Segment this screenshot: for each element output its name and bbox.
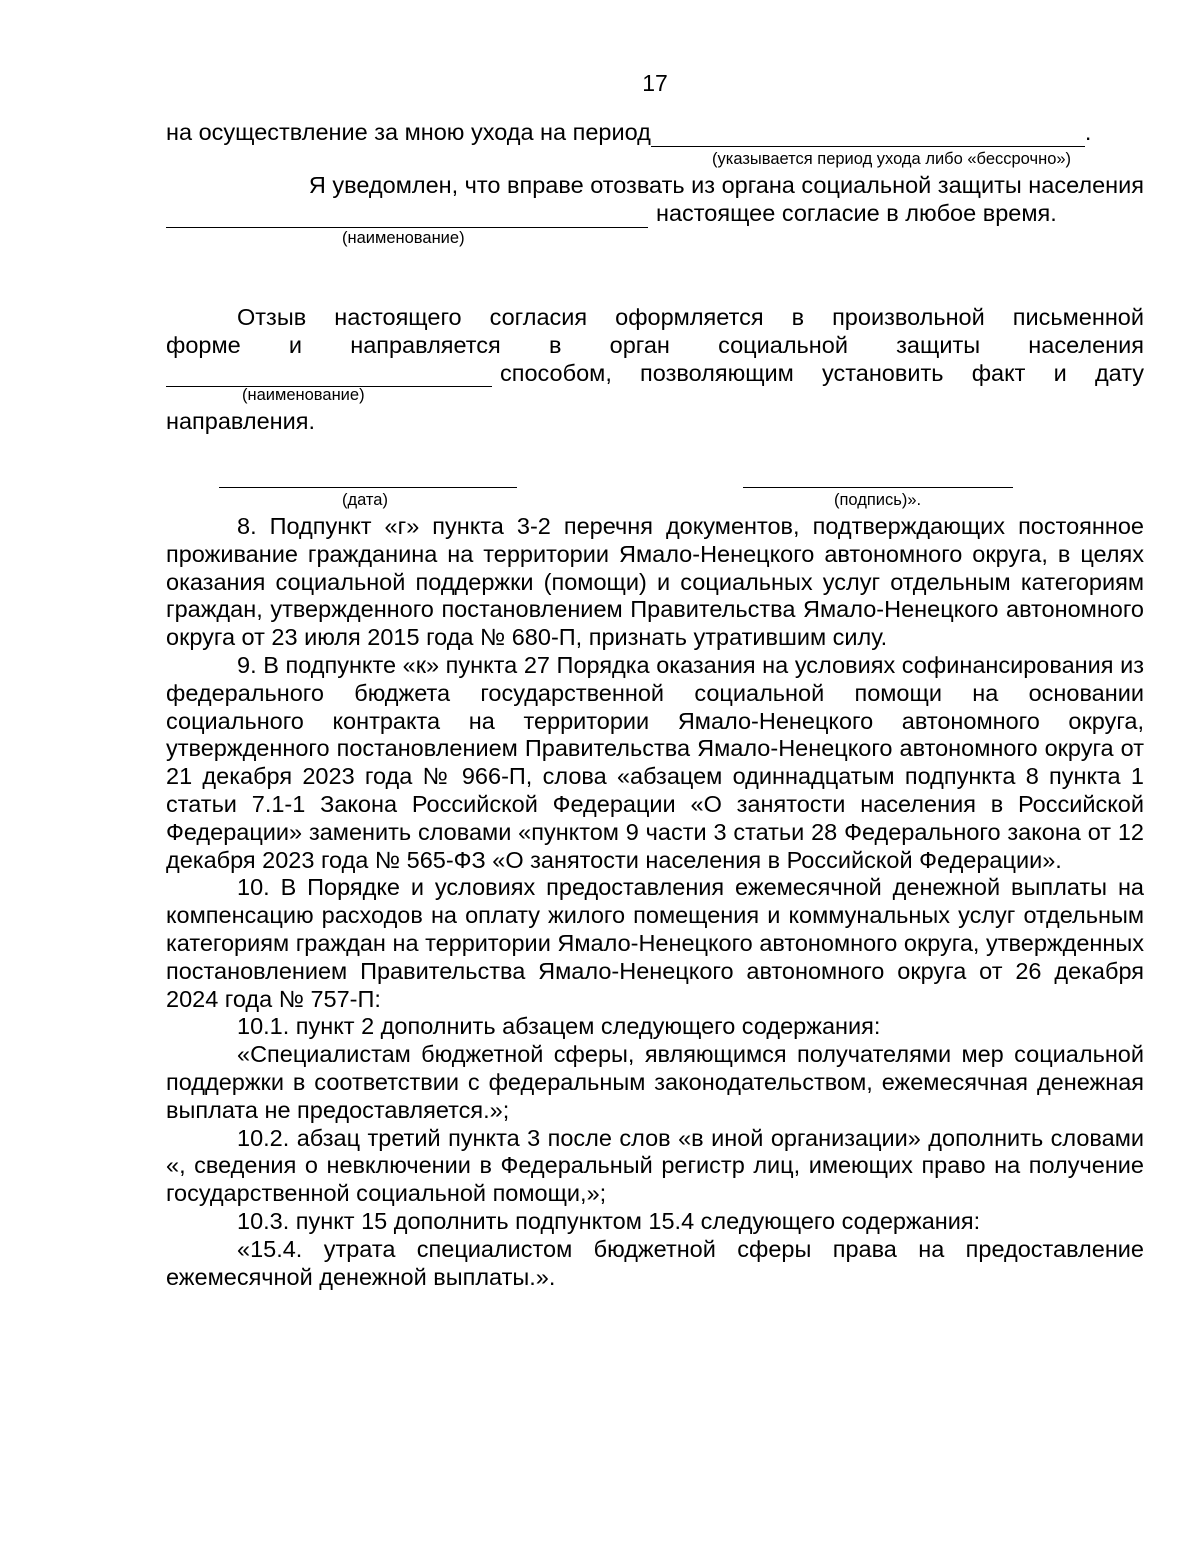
care-period-caption: (указывается период ухода либо «бессрочно») [712,150,1072,168]
paragraph-8: 8. Подпункт «г» пункта 3-2 перечня документов, подтверждающих постоянное проживание гражданина на территории Ямало-Ненецкого автономного округа, в целях оказания социальной поддержки (помощи) и социальных услуг отдельным категориям граждан, утвержденного постановлением Правительства Ямало-Ненецкого автономного округа от 23 июля 2015 года № 680-П, признать утратившим силу. [166,513,1144,651]
revoke-paragraph [166,304,1144,387]
paragraph-10-2: 10.2. абзац третий пункта 3 после слов «в иной организации» дополнить словами «, сведения о невключении в Федеральный регистр лиц, имеющих право на получение государственной социальной помощи,»; [166,1124,1144,1207]
notified-line: Я уведомлен, что вправе отозвать из органа социальной защиты населения [308,172,1144,198]
signature-blank[interactable] [743,467,1013,488]
date-blank[interactable] [219,467,517,488]
care-period-blank[interactable] [651,124,1085,147]
revoke-line-1: Отзыв настоящего согласия оформляется в произвольной письменной [237,304,1144,330]
care-period-text: на осуществление за мною ухода на период [166,119,651,145]
revoke-line-3: способом, позволяющим установить факт и дату [500,359,1144,386]
paragraph-10: 10. В Порядке и условиях предоставления ежемесячной денежной выплаты на компенсацию расходов на оплату жилого помещения и коммунальных услуг отдельным категориям граждан на территории Ямало-Ненецкого автономного округа, утвержденных постановлением Правительства Ямало-Ненецкого автономного округа от 26 декабря 2024 года № 757-П: [166,874,1144,1012]
authority-name-blank[interactable] [166,205,648,228]
revoke-line-4: направления. [166,408,315,434]
revoke-line-3-row [166,360,1144,388]
authority-name-caption: (наименование) [342,229,465,247]
amendments-body [166,513,1144,1291]
date-caption: (дата) [342,491,388,509]
care-period-suffix: . [1084,119,1092,145]
paragraph-10-1-quote: «Специалистам бюджетной сферы, являющимся получателями мер социальной поддержки в соответствии с федеральным законодательством, ежемесячная денежная выплата не предоставляется.»; [166,1041,1144,1123]
paragraph-9: 9. В подпункте «к» пункта 27 Порядка оказания на условиях софинансирования из федерального бюджета государственной социальной помощи на основании социального контракта на территории Ямало-Ненецкого автономного округа, утвержденного постановлением Правительства Ямало-Ненецкого автономного округа от 21 декабря 2023 года № 966-П, слова «абзацем одиннадцатым подпункта 8 пункта 1 статьи 7.1-1 Закона Российской Федерации «О занятости населения в Российской Федерации» заменить словами «пунктом 9 части 3 статьи 28 Федерального закона от 12 декабря 2023 года № 565-ФЗ «О занятости населения в Российской Федерации». [166,651,1144,873]
revoke-authority-caption: (наименование) [242,386,365,404]
paragraph-10-1: 10.1. пункт 2 дополнить абзацем следующего содержания: [237,1013,881,1040]
authority-name-line [166,200,1144,228]
page-number: 17 [642,70,668,96]
anytime-text: настоящее согласие в любое время. [656,200,1057,226]
care-period-line [166,119,1144,147]
revoke-line-2: форме и направляется в орган социальной защиты населения [166,331,1144,358]
signature-caption: (подпись)». [834,491,922,509]
revoke-authority-blank[interactable] [166,365,492,387]
paragraph-10-3: 10.3. пункт 15 дополнить подпунктом 15.4 следующего содержания: [237,1207,981,1234]
paragraph-10-3-quote: «15.4. утрата специалистом бюджетной сферы права на предоставление ежемесячной денежной выплаты.». [166,1235,1144,1290]
